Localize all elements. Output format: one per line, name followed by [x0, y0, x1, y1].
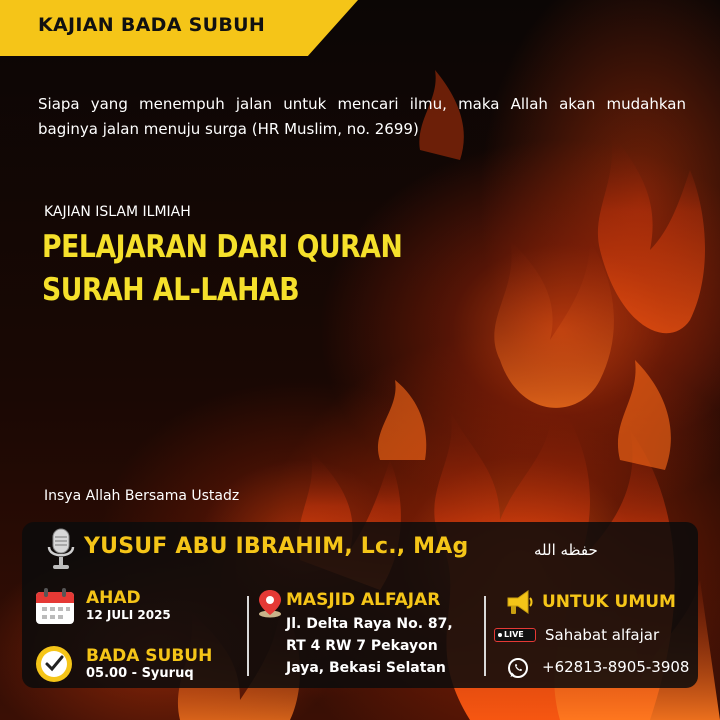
schedule-time: 05.00 - Syuruq: [86, 666, 194, 681]
event-title-line1: PELAJARAN DARI QURAN: [42, 229, 403, 265]
location-name: MASJID ALFAJAR: [286, 590, 441, 610]
megaphone-icon: [504, 588, 534, 616]
clock-icon: [34, 644, 74, 684]
schedule-date: 12 JULI 2025: [86, 608, 171, 622]
live-badge-text: LIVE: [504, 630, 524, 639]
event-subtitle: KAJIAN ISLAM ILMIAH: [44, 204, 191, 220]
event-title: [42, 226, 402, 312]
map-pin-icon: [256, 588, 284, 618]
address-line3: Jaya, Bekasi Selatan: [286, 660, 446, 676]
calendar-icon: [34, 586, 76, 626]
speaker-intro: Insya Allah Bersama Ustadz: [44, 488, 240, 504]
event-title-line2: SURAH AL-LAHAB: [42, 272, 300, 308]
hadith-quote: Siapa yang menempuh jalan untuk mencari ilmu, maka Allah akan mudahkan baginya jalan menuju surga (HR Muslim, no. 2699): [38, 95, 686, 138]
column-divider: [247, 596, 249, 676]
column-divider: [484, 596, 486, 676]
speaker-name: YUSUF ABU IBRAHIM, Lc., MAg: [84, 534, 469, 559]
whatsapp-icon: [506, 656, 530, 680]
address-line2: RT 4 RW 7 Pekayon: [286, 638, 438, 654]
live-icon: [494, 628, 536, 642]
microphone-icon: [44, 527, 78, 571]
banner-title: KAJIAN BADA SUBUH: [38, 14, 266, 36]
location-address: [286, 613, 453, 679]
audience-label: UNTUK UMUM: [542, 592, 676, 612]
address-line1: Jl. Delta Raya No. 87,: [286, 616, 453, 632]
schedule-session: BADA SUBUH: [86, 646, 213, 666]
live-channel: Sahabat alfajar: [545, 626, 660, 644]
speaker-honorific: حفظه الله: [534, 541, 598, 559]
contact-phone: +62813-8905-3908: [542, 658, 690, 676]
schedule-day: AHAD: [86, 588, 141, 608]
